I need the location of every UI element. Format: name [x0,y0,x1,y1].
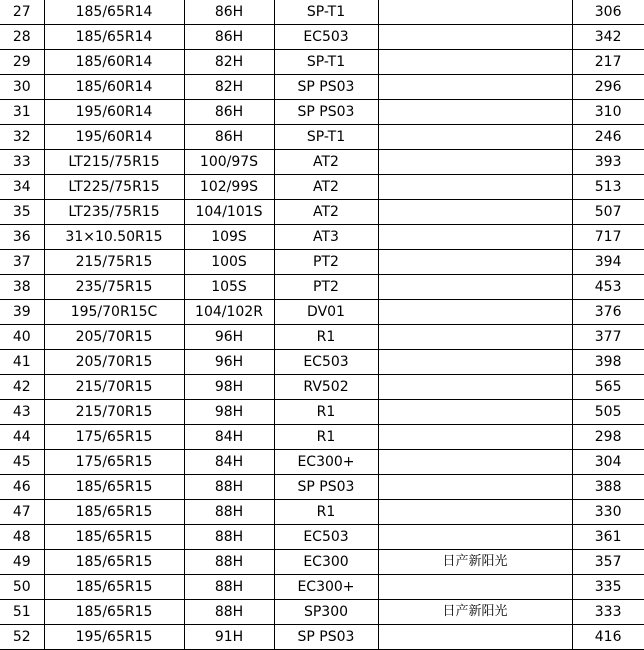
price: 333 [572,600,644,625]
row-number: 29 [0,50,44,75]
tread-pattern: R1 [274,500,378,525]
row-number: 28 [0,25,44,50]
remark [378,300,572,325]
tread-pattern: EC503 [274,525,378,550]
tire-size: 175/65R15 [44,450,184,475]
tread-pattern: RV502 [274,375,378,400]
row-number: 50 [0,575,44,600]
tire-size: 195/60R14 [44,100,184,125]
table-row [0,325,644,350]
remark [378,375,572,400]
tread-pattern: R1 [274,425,378,450]
row-number: 46 [0,475,44,500]
remark [378,400,572,425]
price: 298 [572,425,644,450]
tread-pattern: SP300 [274,600,378,625]
table-row [0,300,644,325]
tread-pattern: SP-T1 [274,0,378,25]
load-speed-index: 104/102R [184,300,274,325]
tire-size: 185/65R14 [44,0,184,25]
price: 361 [572,525,644,550]
remark [378,325,572,350]
load-speed-index: 82H [184,50,274,75]
load-speed-index: 98H [184,400,274,425]
load-speed-index: 109S [184,225,274,250]
remark [378,50,572,75]
price: 717 [572,225,644,250]
tire-size: 175/65R15 [44,425,184,450]
price: 296 [572,75,644,100]
tire-size: 235/75R15 [44,275,184,300]
tread-pattern: DV01 [274,300,378,325]
row-number: 41 [0,350,44,375]
price: 246 [572,125,644,150]
price: 310 [572,100,644,125]
price: 507 [572,200,644,225]
row-number: 47 [0,500,44,525]
price: 330 [572,500,644,525]
price: 357 [572,550,644,575]
price: 513 [572,175,644,200]
load-speed-index: 88H [184,500,274,525]
table-row [0,500,644,525]
table-row [0,375,644,400]
remark [378,575,572,600]
table-row [0,50,644,75]
remark [378,525,572,550]
row-number: 38 [0,275,44,300]
tire-size: 185/65R14 [44,25,184,50]
remark [378,625,572,650]
load-speed-index: 88H [184,475,274,500]
table-row [0,625,644,650]
tire-size: 205/70R15 [44,325,184,350]
load-speed-index: 86H [184,125,274,150]
price: 398 [572,350,644,375]
price: 335 [572,575,644,600]
table-row [0,475,644,500]
tread-pattern: EC300 [274,550,378,575]
load-speed-index: 86H [184,0,274,25]
tread-pattern: EC503 [274,350,378,375]
price: 306 [572,0,644,25]
row-number: 40 [0,325,44,350]
tire-size: 215/70R15 [44,400,184,425]
row-number: 49 [0,550,44,575]
price: 377 [572,325,644,350]
table-row [0,175,644,200]
load-speed-index: 88H [184,550,274,575]
load-speed-index: 100S [184,250,274,275]
tread-pattern: R1 [274,325,378,350]
load-speed-index: 102/99S [184,175,274,200]
table-row [0,600,644,625]
row-number: 31 [0,100,44,125]
remark [378,175,572,200]
table-row [0,150,644,175]
row-number: 34 [0,175,44,200]
tire-size: 205/70R15 [44,350,184,375]
tread-pattern: EC300+ [274,575,378,600]
tire-size: 185/65R15 [44,500,184,525]
load-speed-index: 105S [184,275,274,300]
row-number: 33 [0,150,44,175]
tire-size: 185/65R15 [44,550,184,575]
remark [378,425,572,450]
tread-pattern: EC300+ [274,450,378,475]
price: 453 [572,275,644,300]
tire-size: 195/70R15C [44,300,184,325]
tread-pattern: SP-T1 [274,50,378,75]
tread-pattern: AT2 [274,175,378,200]
row-number: 36 [0,225,44,250]
tread-pattern: R1 [274,400,378,425]
table-row [0,275,644,300]
tire-size: 185/65R15 [44,600,184,625]
table-row [0,425,644,450]
table-row [0,250,644,275]
remark [378,225,572,250]
price: 565 [572,375,644,400]
table-row [0,125,644,150]
row-number: 35 [0,200,44,225]
table-row [0,350,644,375]
remark [378,250,572,275]
row-number: 27 [0,0,44,25]
remark: 日产新阳光 [378,550,572,575]
price: 342 [572,25,644,50]
row-number: 39 [0,300,44,325]
load-speed-index: 98H [184,375,274,400]
row-number: 44 [0,425,44,450]
tire-size: 195/60R14 [44,125,184,150]
table-row [0,400,644,425]
load-speed-index: 96H [184,350,274,375]
tread-pattern: AT3 [274,225,378,250]
load-speed-index: 100/97S [184,150,274,175]
tread-pattern: SP PS03 [274,475,378,500]
table-row [0,525,644,550]
remark [378,500,572,525]
table-row [0,100,644,125]
row-number: 37 [0,250,44,275]
tire-size: 215/75R15 [44,250,184,275]
tread-pattern: EC503 [274,25,378,50]
tire-size: LT215/75R15 [44,150,184,175]
load-speed-index: 84H [184,425,274,450]
remark [378,150,572,175]
tire-size: LT225/75R15 [44,175,184,200]
table-row [0,225,644,250]
remark [378,0,572,25]
row-number: 30 [0,75,44,100]
price: 393 [572,150,644,175]
remark [378,475,572,500]
price: 304 [572,450,644,475]
load-speed-index: 86H [184,25,274,50]
price: 416 [572,625,644,650]
tread-pattern: AT2 [274,150,378,175]
price: 217 [572,50,644,75]
table-row [0,75,644,100]
tire-size: 31×10.50R15 [44,225,184,250]
tire-size: 185/60R14 [44,50,184,75]
load-speed-index: 86H [184,100,274,125]
table-row [0,25,644,50]
tread-pattern: SP-T1 [274,125,378,150]
load-speed-index: 88H [184,600,274,625]
load-speed-index: 104/101S [184,200,274,225]
row-number: 48 [0,525,44,550]
row-number: 51 [0,600,44,625]
remark [378,450,572,475]
remark [378,125,572,150]
tire-size: 215/70R15 [44,375,184,400]
tread-pattern: SP PS03 [274,100,378,125]
row-number: 52 [0,625,44,650]
remark [378,275,572,300]
table-row [0,450,644,475]
remark [378,200,572,225]
load-speed-index: 88H [184,525,274,550]
row-number: 43 [0,400,44,425]
tread-pattern: SP PS03 [274,75,378,100]
row-number: 45 [0,450,44,475]
table-row [0,550,644,575]
remark: 日产新阳光 [378,600,572,625]
tread-pattern: PT2 [274,250,378,275]
table-row [0,200,644,225]
load-speed-index: 82H [184,75,274,100]
tire-size: 185/65R15 [44,575,184,600]
table-row [0,575,644,600]
load-speed-index: 96H [184,325,274,350]
row-number: 32 [0,125,44,150]
price: 376 [572,300,644,325]
remark [378,75,572,100]
remark [378,100,572,125]
tire-size: 185/60R14 [44,75,184,100]
load-speed-index: 88H [184,575,274,600]
load-speed-index: 91H [184,625,274,650]
tire-size: 195/65R15 [44,625,184,650]
tire-size: LT235/75R15 [44,200,184,225]
table-row [0,0,644,25]
price: 394 [572,250,644,275]
remark [378,350,572,375]
tread-pattern: SP PS03 [274,625,378,650]
price: 505 [572,400,644,425]
tread-pattern: PT2 [274,275,378,300]
tread-pattern: AT2 [274,200,378,225]
tire-size: 185/65R15 [44,475,184,500]
tire-size: 185/65R15 [44,525,184,550]
price: 388 [572,475,644,500]
row-number: 42 [0,375,44,400]
remark [378,25,572,50]
load-speed-index: 84H [184,450,274,475]
